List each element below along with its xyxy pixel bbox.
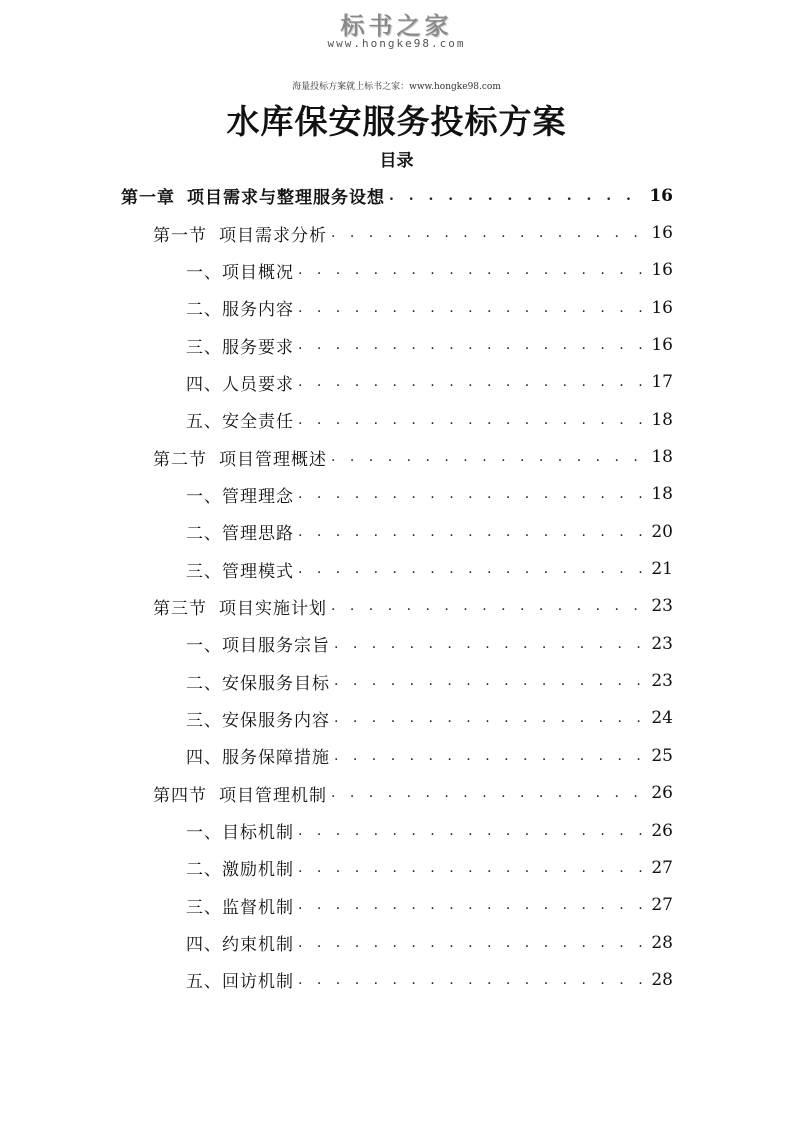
toc-page-number: 24 [651, 708, 673, 729]
toc-entry-title [186, 370, 294, 395]
toc-entry-label: 项目管理概述 [219, 449, 327, 470]
toc-entry-title [186, 706, 330, 731]
toc-page-number: 26 [651, 783, 673, 804]
toc-entry-title [186, 967, 294, 992]
toc-entry-title [186, 519, 294, 544]
toc-entry[interactable] [0, 214, 793, 251]
toc-entry-label: 五、安全责任 [186, 412, 294, 433]
toc-entry-label: 三、安保服务内容 [186, 710, 330, 731]
site-url: www.hongke98.com [327, 37, 466, 50]
toc-entry[interactable] [0, 737, 793, 774]
toc-entry-number: 第三节 [153, 598, 207, 619]
toc-entry-label: 二、安保服务目标 [186, 673, 330, 694]
toc-page-number: 28 [651, 932, 673, 953]
toc-dot-leader [298, 562, 645, 576]
toc-dot-leader [298, 487, 645, 501]
toc-entry-number: 第一节 [153, 225, 207, 246]
toc-entry[interactable] [0, 700, 793, 737]
table-of-contents [0, 177, 793, 999]
toc-page-number: 18 [651, 447, 673, 468]
toc-entry-title [186, 743, 330, 768]
toc-dot-leader [298, 375, 645, 389]
toc-page-number: 16 [651, 335, 673, 356]
toc-entry-title [186, 333, 294, 358]
toc-page-number: 20 [651, 521, 673, 542]
toc-page-number: 18 [651, 484, 673, 505]
toc-dot-leader [334, 749, 645, 763]
toc-page-number: 27 [651, 857, 673, 878]
toc-dot-leader [298, 936, 645, 950]
toc-dot-leader [298, 861, 645, 875]
toc-entry[interactable] [0, 961, 793, 998]
toc-entry-title [153, 445, 327, 470]
toc-entry-label: 二、管理思路 [186, 524, 294, 545]
toc-entry[interactable] [0, 401, 793, 438]
toc-page-number: 16 [651, 223, 673, 244]
toc-dot-leader [298, 263, 645, 277]
toc-page-number: 23 [651, 671, 673, 692]
toc-page-number: 26 [651, 820, 673, 841]
toc-entry[interactable] [0, 812, 793, 849]
toc-entry-title [186, 482, 294, 507]
toc-entry-number: 第一章 [121, 188, 175, 209]
toc-dot-leader [331, 226, 645, 240]
toc-dot-leader [298, 413, 645, 427]
document-title: 水库保安服务投标方案 [226, 102, 567, 141]
toc-page-number: 16 [651, 260, 673, 281]
toc-entry[interactable] [0, 887, 793, 924]
toc-entry-title [186, 893, 294, 918]
toc-entry-title [186, 258, 294, 283]
toc-entry-label: 四、服务保障措施 [186, 748, 330, 769]
toc-entry-label: 五、回访机制 [186, 972, 294, 993]
toc-dot-leader [331, 786, 645, 800]
toc-entry-title [121, 183, 385, 208]
toc-dot-leader [298, 301, 645, 315]
toc-entry[interactable] [0, 588, 793, 625]
toc-entry-number: 第四节 [153, 785, 207, 806]
toc-entry-label: 项目管理机制 [219, 785, 327, 806]
toc-dot-leader [334, 637, 645, 651]
toc-entry[interactable] [0, 326, 793, 363]
toc-entry[interactable] [0, 625, 793, 662]
toc-entry-label: 三、服务要求 [186, 337, 294, 358]
toc-entry-label: 三、管理模式 [186, 561, 294, 582]
toc-entry-label: 四、约束机制 [186, 935, 294, 956]
toc-dot-leader [298, 338, 645, 352]
toc-dot-leader [331, 599, 645, 613]
toc-page-number: 18 [651, 409, 673, 430]
toc-entry[interactable] [0, 550, 793, 587]
toc-entry[interactable] [0, 438, 793, 475]
toc-entry[interactable] [0, 513, 793, 550]
header-banner: 海量投标方案就上标书之家：www.hongke98.com [292, 82, 501, 92]
toc-entry-number: 第二节 [153, 449, 207, 470]
toc-entry-label: 一、管理理念 [186, 486, 294, 507]
toc-entry[interactable] [0, 252, 793, 289]
site-logo: 标书之家 [340, 12, 453, 40]
toc-entry-title [186, 631, 330, 656]
toc-entry-title [153, 221, 327, 246]
toc-entry-label: 四、人员要求 [186, 374, 294, 395]
toc-dot-leader [334, 711, 645, 725]
toc-entry-title [153, 781, 327, 806]
toc-entry-label: 项目需求与整理服务设想 [187, 188, 385, 209]
toc-entry-title [186, 930, 294, 955]
toc-page-number: 23 [651, 596, 673, 617]
toc-entry-label: 项目需求分析 [219, 225, 327, 246]
toc-entry-title [186, 669, 330, 694]
toc-page-number: 16 [651, 297, 673, 318]
toc-entry[interactable] [0, 364, 793, 401]
toc-entry-label: 一、目标机制 [186, 823, 294, 844]
toc-dot-leader [298, 824, 645, 838]
toc-entry[interactable] [0, 662, 793, 699]
toc-dot-leader [298, 525, 645, 539]
toc-page-number: 17 [651, 372, 673, 393]
toc-entry[interactable] [0, 924, 793, 961]
toc-dot-leader [331, 450, 645, 464]
toc-entry-title [186, 295, 294, 320]
toc-entry-label: 一、项目服务宗旨 [186, 636, 330, 657]
toc-entry[interactable] [0, 476, 793, 513]
toc-entry[interactable] [0, 849, 793, 886]
toc-entry-title [186, 818, 294, 843]
toc-entry[interactable] [0, 177, 793, 214]
toc-page-number: 27 [651, 895, 673, 916]
toc-entry-label: 三、监督机制 [186, 897, 294, 918]
toc-entry-title [186, 855, 294, 880]
toc-entry-title [186, 557, 294, 582]
toc-dot-leader [298, 973, 645, 987]
toc-dot-leader [298, 898, 645, 912]
toc-dot-leader [334, 674, 645, 688]
toc-page-number: 23 [651, 633, 673, 654]
toc-page-number: 16 [649, 185, 673, 206]
toc-heading: 目录 [379, 151, 414, 171]
toc-page-number: 28 [651, 969, 673, 990]
toc-entry-title [153, 594, 327, 619]
toc-entry-title [186, 407, 294, 432]
toc-entry-label: 项目实施计划 [219, 598, 327, 619]
toc-entry-label: 二、服务内容 [186, 300, 294, 321]
toc-entry-label: 二、激励机制 [186, 860, 294, 881]
toc-entry-label: 一、项目概况 [186, 262, 294, 283]
toc-dot-leader [389, 189, 643, 203]
toc-page-number: 25 [651, 745, 673, 766]
toc-entry[interactable] [0, 289, 793, 326]
toc-page-number: 21 [651, 559, 673, 580]
toc-entry[interactable] [0, 775, 793, 812]
